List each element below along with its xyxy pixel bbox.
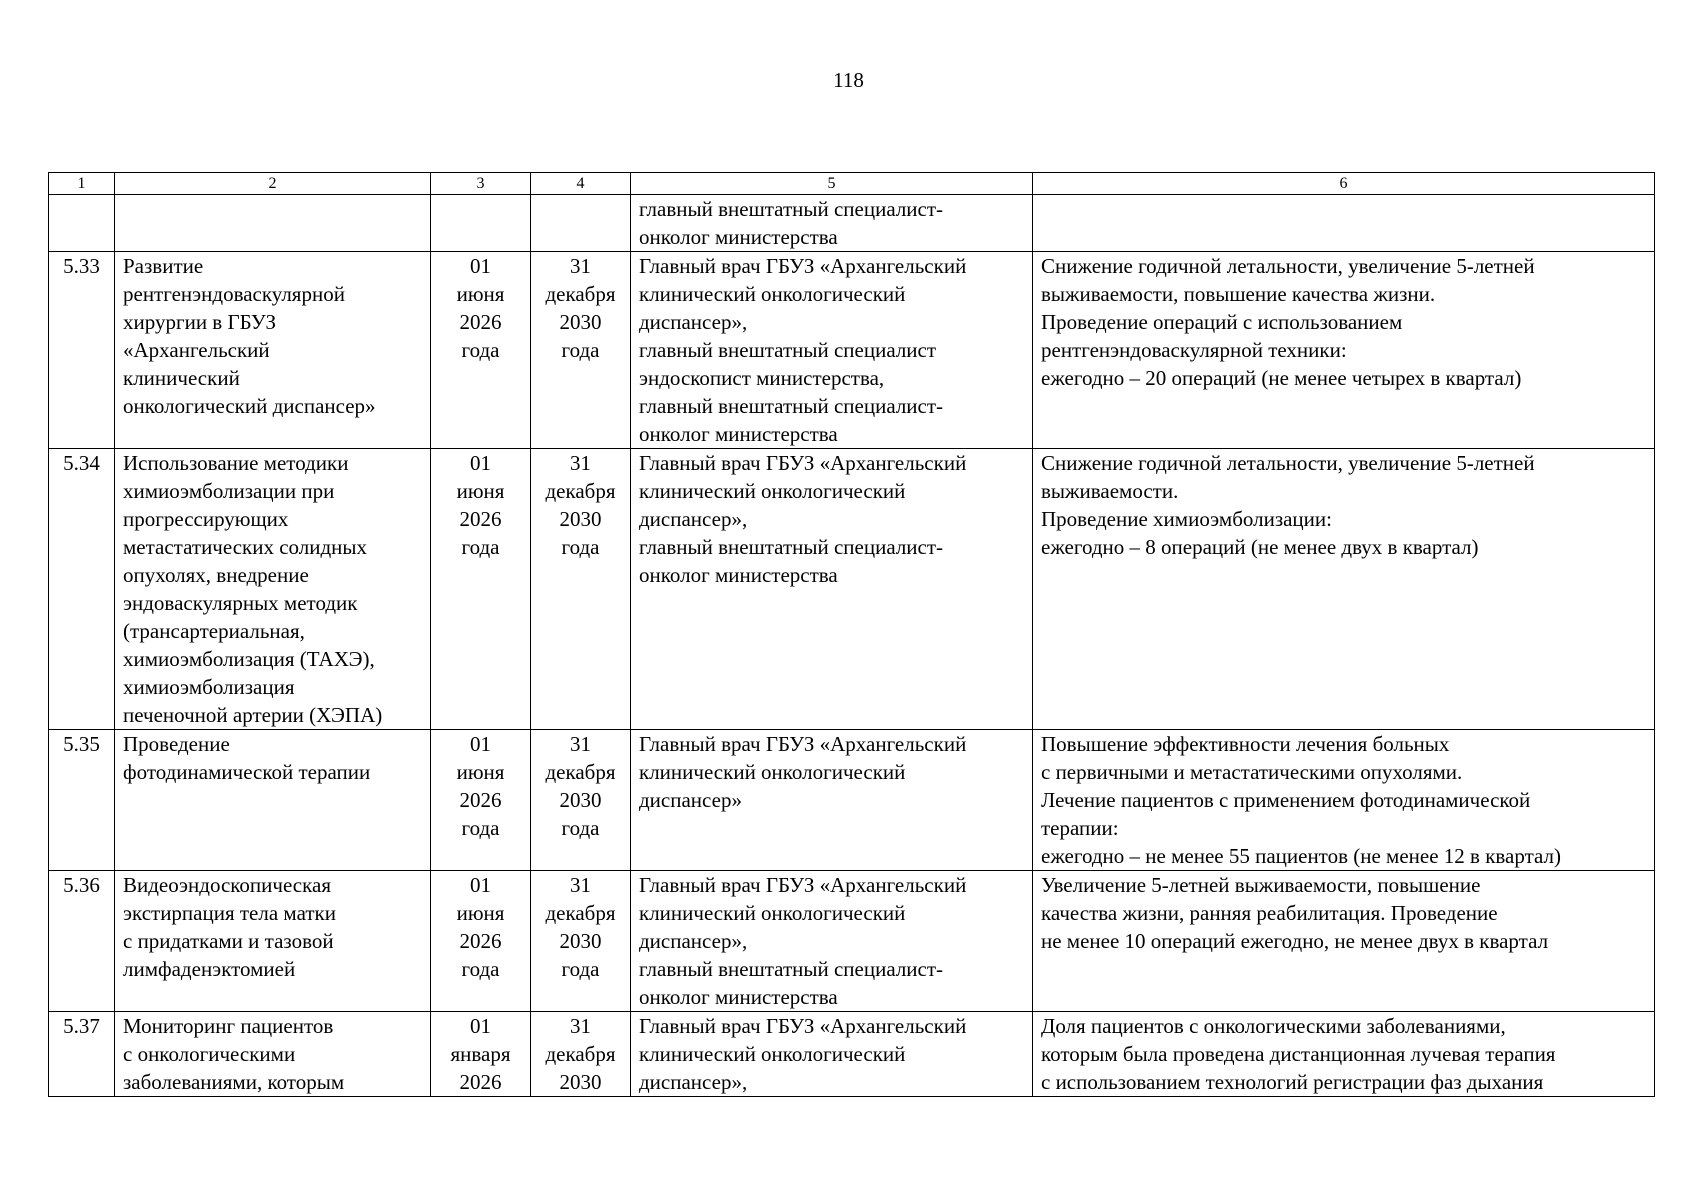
- column-number: 5: [631, 173, 1033, 195]
- expected-result: Повышение эффективности лечения больных с первичными и метастатическими опухолями. Лечение пациентов с применением фотодинамической терапии: ежегодно – не менее 55 пациентов (не менее 12 в квартал): [1033, 730, 1655, 871]
- end-date: 31 декабря 2030 года: [531, 730, 631, 871]
- start-date: 01 января 2026: [431, 1012, 531, 1097]
- responsible: главный внештатный специалист- онколог министерства: [631, 195, 1033, 252]
- responsible: Главный врач ГБУЗ «Архангельский клинический онкологический диспансер»,: [631, 1012, 1033, 1097]
- table-row: [49, 871, 1655, 1012]
- item-number: 5.34: [49, 449, 115, 730]
- action-name: Проведение фотодинамической терапии: [115, 730, 431, 871]
- start-date: 01 июня 2026 года: [431, 871, 531, 1012]
- responsible: Главный врач ГБУЗ «Архангельский клинический онкологический диспансер», главный внештатный специалист- онколог министерства: [631, 449, 1033, 730]
- end-date: 31 декабря 2030 года: [531, 871, 631, 1012]
- expected-result: Снижение годичной летальности, увеличение 5-летней выживаемости, повышение качества жизни. Проведение операций с использованием рентгенэндоваскулярной техники: ежегодно – 20 операций (не менее четырех в квартал): [1033, 252, 1655, 449]
- end-date: 31 декабря 2030 года: [531, 449, 631, 730]
- end-date: 31 декабря 2030: [531, 1012, 631, 1097]
- expected-result: Увеличение 5-летней выживаемости, повышение качества жизни, ранняя реабилитация. Проведение не менее 10 операций ежегодно, не менее двух в квартал: [1033, 871, 1655, 1012]
- item-number: 5.33: [49, 252, 115, 449]
- item-number: 5.37: [49, 1012, 115, 1097]
- column-number: 3: [431, 173, 531, 195]
- table-row: [49, 195, 1655, 252]
- table-row: [49, 449, 1655, 730]
- item-number: [49, 195, 115, 252]
- column-number: 6: [1033, 173, 1655, 195]
- column-number: 2: [115, 173, 431, 195]
- action-name: Видеоэндоскопическая экстирпация тела матки с придатками и тазовой лимфаденэктомией: [115, 871, 431, 1012]
- start-date: 01 июня 2026 года: [431, 252, 531, 449]
- table-row: [49, 730, 1655, 871]
- item-number: 5.35: [49, 730, 115, 871]
- end-date: [531, 195, 631, 252]
- action-name: Развитие рентгенэндоваскулярной хирургии в ГБУЗ «Архангельский клинический онкологический диспансер»: [115, 252, 431, 449]
- expected-result: [1033, 195, 1655, 252]
- expected-result: Снижение годичной летальности, увеличение 5-летней выживаемости. Проведение химиоэмболизации: ежегодно – 8 операций (не менее двух в квартал): [1033, 449, 1655, 730]
- column-numbers-row: [49, 173, 1655, 195]
- start-date: 01 июня 2026 года: [431, 449, 531, 730]
- start-date: 01 июня 2026 года: [431, 730, 531, 871]
- table-row: [49, 1012, 1655, 1097]
- item-number: 5.36: [49, 871, 115, 1012]
- action-name: Мониторинг пациентов с онкологическими заболеваниями, которым: [115, 1012, 431, 1097]
- column-number: 1: [49, 173, 115, 195]
- table-row: [49, 252, 1655, 449]
- responsible: Главный врач ГБУЗ «Архангельский клинический онкологический диспансер», главный внештатный специалист эндоскопист министерства, главный внештатный специалист- онколог министерства: [631, 252, 1033, 449]
- start-date: [431, 195, 531, 252]
- action-name: Использование методики химиоэмболизации при прогрессирующих метастатических солидных опухолях, внедрение эндоваскулярных методик (трансартериальная, химиоэмболизация (ТАХЭ), химиоэмболизация печеночной артерии (ХЭПА): [115, 449, 431, 730]
- page-number: 118: [833, 68, 864, 92]
- responsible: Главный врач ГБУЗ «Архангельский клинический онкологический диспансер», главный внештатный специалист- онколог министерства: [631, 871, 1033, 1012]
- expected-result: Доля пациентов с онкологическими заболеваниями, которым была проведена дистанционная лучевая терапия с использованием технологий регистрации фаз дыхания: [1033, 1012, 1655, 1097]
- column-number: 4: [531, 173, 631, 195]
- end-date: 31 декабря 2030 года: [531, 252, 631, 449]
- responsible: Главный врач ГБУЗ «Архангельский клинический онкологический диспансер»: [631, 730, 1033, 871]
- measures-table: [48, 172, 1655, 1097]
- action-name: [115, 195, 431, 252]
